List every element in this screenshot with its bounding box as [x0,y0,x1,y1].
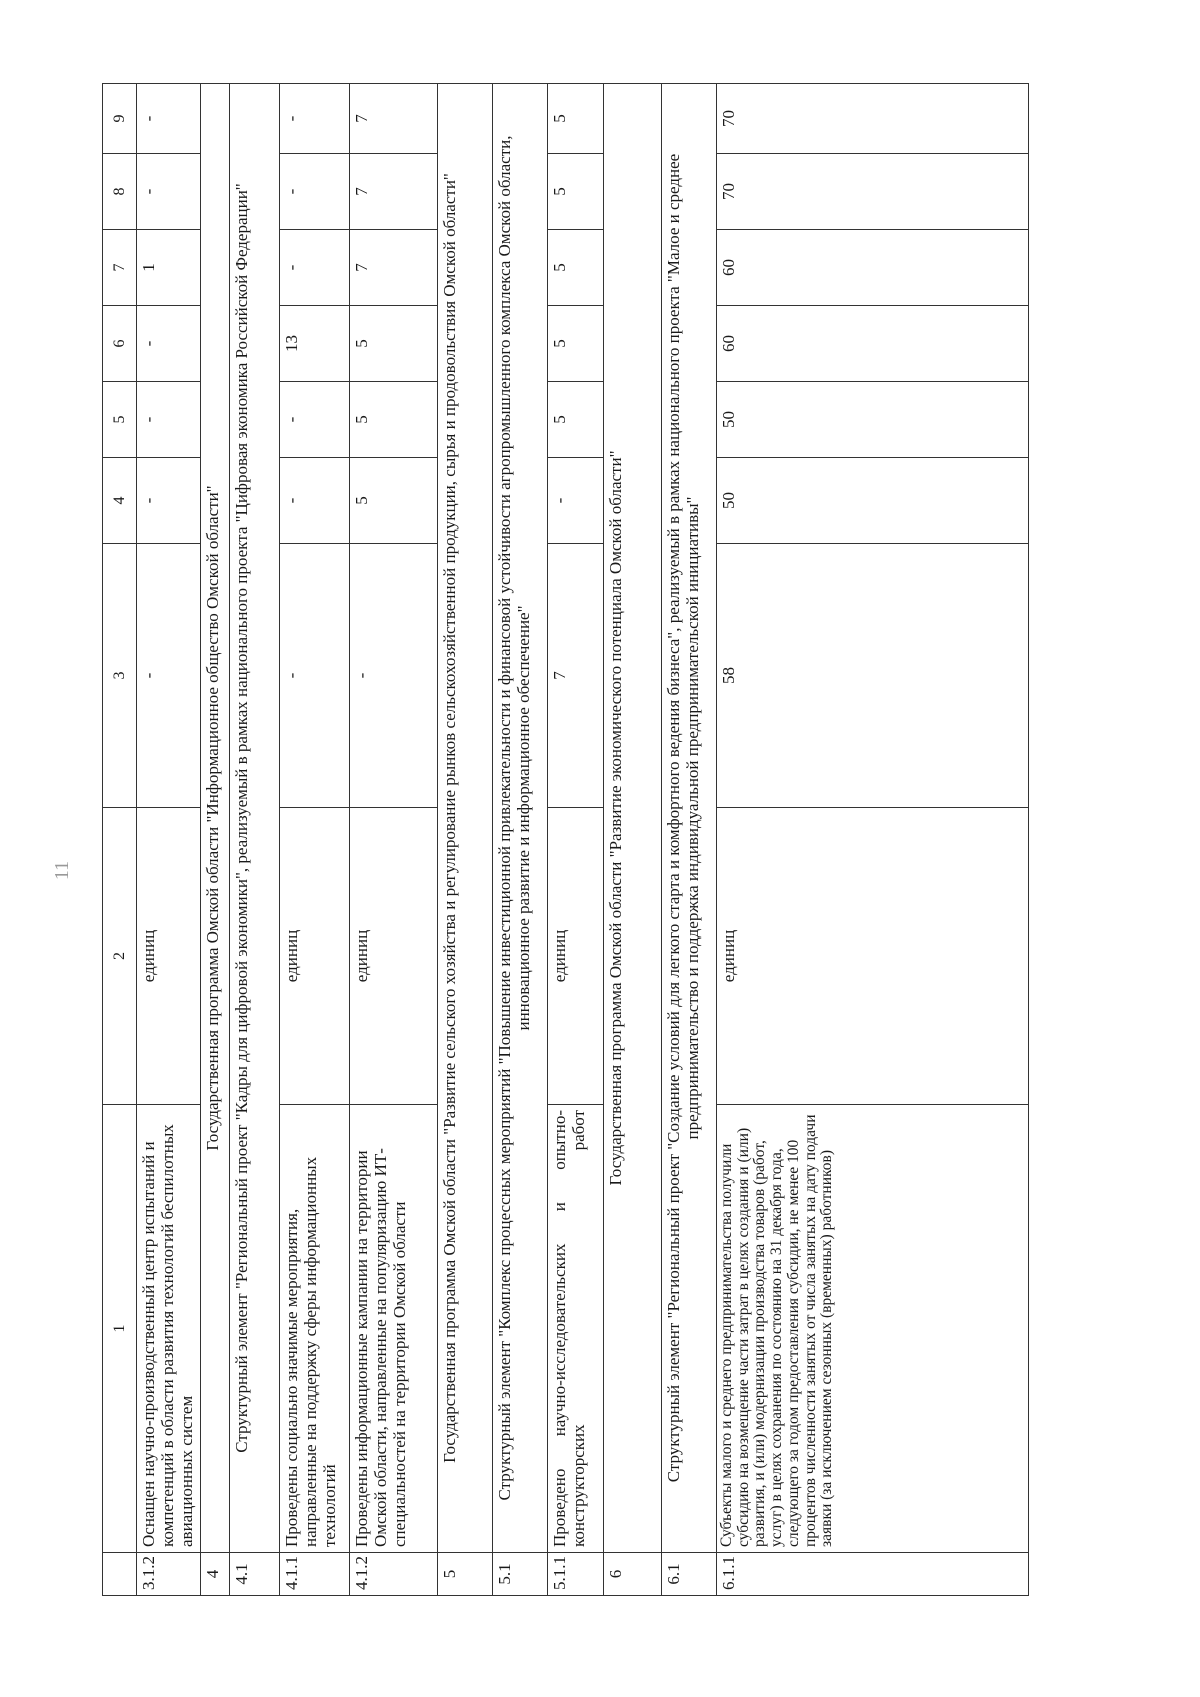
rotated-table-container [102,84,1029,1596]
section-title: Структурный элемент "Региональный проект "Создание условий для легкого старта и комфортного ведения бизнеса", реализуемый в рамках национального проекта "Малое и среднее предпринимательство и поддержка индивидуальной предпринимательской инициативы" [662,84,717,1553]
value-col-8: - [137,154,201,230]
section-number: 6 [604,1553,662,1596]
indicator-description: Проведены информационные кампании на территории Омской области, направленные на популяризацию ИТ-специальностей на территории Омской области [350,1105,438,1553]
section-number: 5 [438,1553,493,1596]
section-title: Государственная программа Омской области "Развитие сельского хозяйства и регулирование рынков сельскохозяйственной продукции, сырья и продовольствия Омской области" [438,84,493,1553]
value-col-8: 7 [350,154,438,230]
value-col-3: - [280,544,350,808]
value-col-4: 50 [717,458,1029,544]
value-col-3: 58 [717,544,1029,808]
indicator-description: Оснащен научно-производственный центр испытаний и компетенций в области развития технологий беспилотных авиационных систем [137,1105,201,1553]
value-col-6: 60 [717,306,1029,382]
page-number: 11 [51,860,74,880]
value-col-9: - [280,84,350,154]
header-cell-8: 8 [103,154,137,230]
value-col-9: - [137,84,201,154]
header-row [103,84,137,1596]
value-col-5: - [137,382,201,458]
header-cell-1: 1 [103,1105,137,1553]
header-cell-7: 7 [103,230,137,306]
value-col-8: 70 [717,154,1029,230]
value-col-8: 5 [548,154,604,230]
header-cell-2: 2 [103,808,137,1105]
value-col-6: 5 [350,306,438,382]
value-col-3: - [137,544,201,808]
table-row [350,84,438,1596]
value-col-7: 5 [548,230,604,306]
section-row [230,84,280,1596]
header-cell-9: 9 [103,84,137,154]
section-number: 4 [201,1553,230,1596]
value-col-3: 7 [548,544,604,808]
value-col-9: 7 [350,84,438,154]
section-row [201,84,230,1596]
value-col-5: 5 [350,382,438,458]
header-cell-3: 3 [103,544,137,808]
value-col-7: 1 [137,230,201,306]
indicator-description: Проведены социально значимые мероприятия, направленные на поддержку сферы информационных технологий [280,1105,350,1553]
indicators-table [102,83,1029,1596]
header-cell-0 [103,1553,137,1596]
section-row [662,84,717,1596]
table-row [548,84,604,1596]
value-col-7: - [280,230,350,306]
value-col-5: 5 [548,382,604,458]
indicator-description: Проведено научно-исследовательских и опытно-конструкторских работ [548,1105,604,1553]
section-number: 5.1 [493,1553,548,1596]
unit-cell: единиц [548,808,604,1105]
value-col-6: 5 [548,306,604,382]
section-title: Государственная программа Омской области "Развитие экономического потенциала Омской области" [604,84,662,1553]
section-number: 6.1 [662,1553,717,1596]
row-number: 3.1.2 [137,1553,201,1596]
value-col-5: - [280,382,350,458]
section-row [438,84,493,1596]
header-cell-5: 5 [103,382,137,458]
value-col-7: 60 [717,230,1029,306]
value-col-4: - [137,458,201,544]
unit-cell: единиц [717,808,1029,1105]
table-row [137,84,201,1596]
section-row [493,84,548,1596]
value-col-8: - [280,154,350,230]
indicator-description: Субъекты малого и среднего предпринимательства получили субсидию на возмещение части затрат в целях создания и (или) развития, и (или) модернизации производства товаров (работ, услуг) в целях сохранения по состоянию на 31 декабря года, следующего за годом предоставления субсидии, не менее 100 процентов численности занятых от числа занятых на дату подачи заявки (за исключением сезонных (временных) работников) [717,1105,1029,1553]
value-col-9: 70 [717,84,1029,154]
value-col-3: - [350,544,438,808]
section-title: Структурный элемент "Комплекс процессных мероприятий "Повышение инвестиционной привлекательности и финансовой устойчивости агропромышленного комплекса Омской области, инновационное развитие и информационное обеспечение" [493,84,548,1553]
value-col-5: 50 [717,382,1029,458]
value-col-6: 13 [280,306,350,382]
unit-cell: единиц [137,808,201,1105]
row-number: 6.1.1 [717,1553,1029,1596]
value-col-9: 5 [548,84,604,154]
value-col-4: - [280,458,350,544]
section-title: Структурный элемент "Региональный проект "Кадры для цифровой экономики", реализуемый в рамках национального проекта "Цифровая экономика Российской Федерации" [230,84,280,1553]
table-row [280,84,350,1596]
value-col-6: - [137,306,201,382]
value-col-4: 5 [350,458,438,544]
header-cell-6: 6 [103,306,137,382]
section-number: 4.1 [230,1553,280,1596]
row-number: 4.1.2 [350,1553,438,1596]
section-title: Государственная программа Омской области "Информационное общество Омской области" [201,84,230,1553]
value-col-7: 7 [350,230,438,306]
table-row [717,84,1029,1596]
section-row [604,84,662,1596]
header-cell-4: 4 [103,458,137,544]
row-number: 4.1.1 [280,1553,350,1596]
value-col-4: - [548,458,604,544]
unit-cell: единиц [350,808,438,1105]
row-number: 5.1.1 [548,1553,604,1596]
unit-cell: единиц [280,808,350,1105]
